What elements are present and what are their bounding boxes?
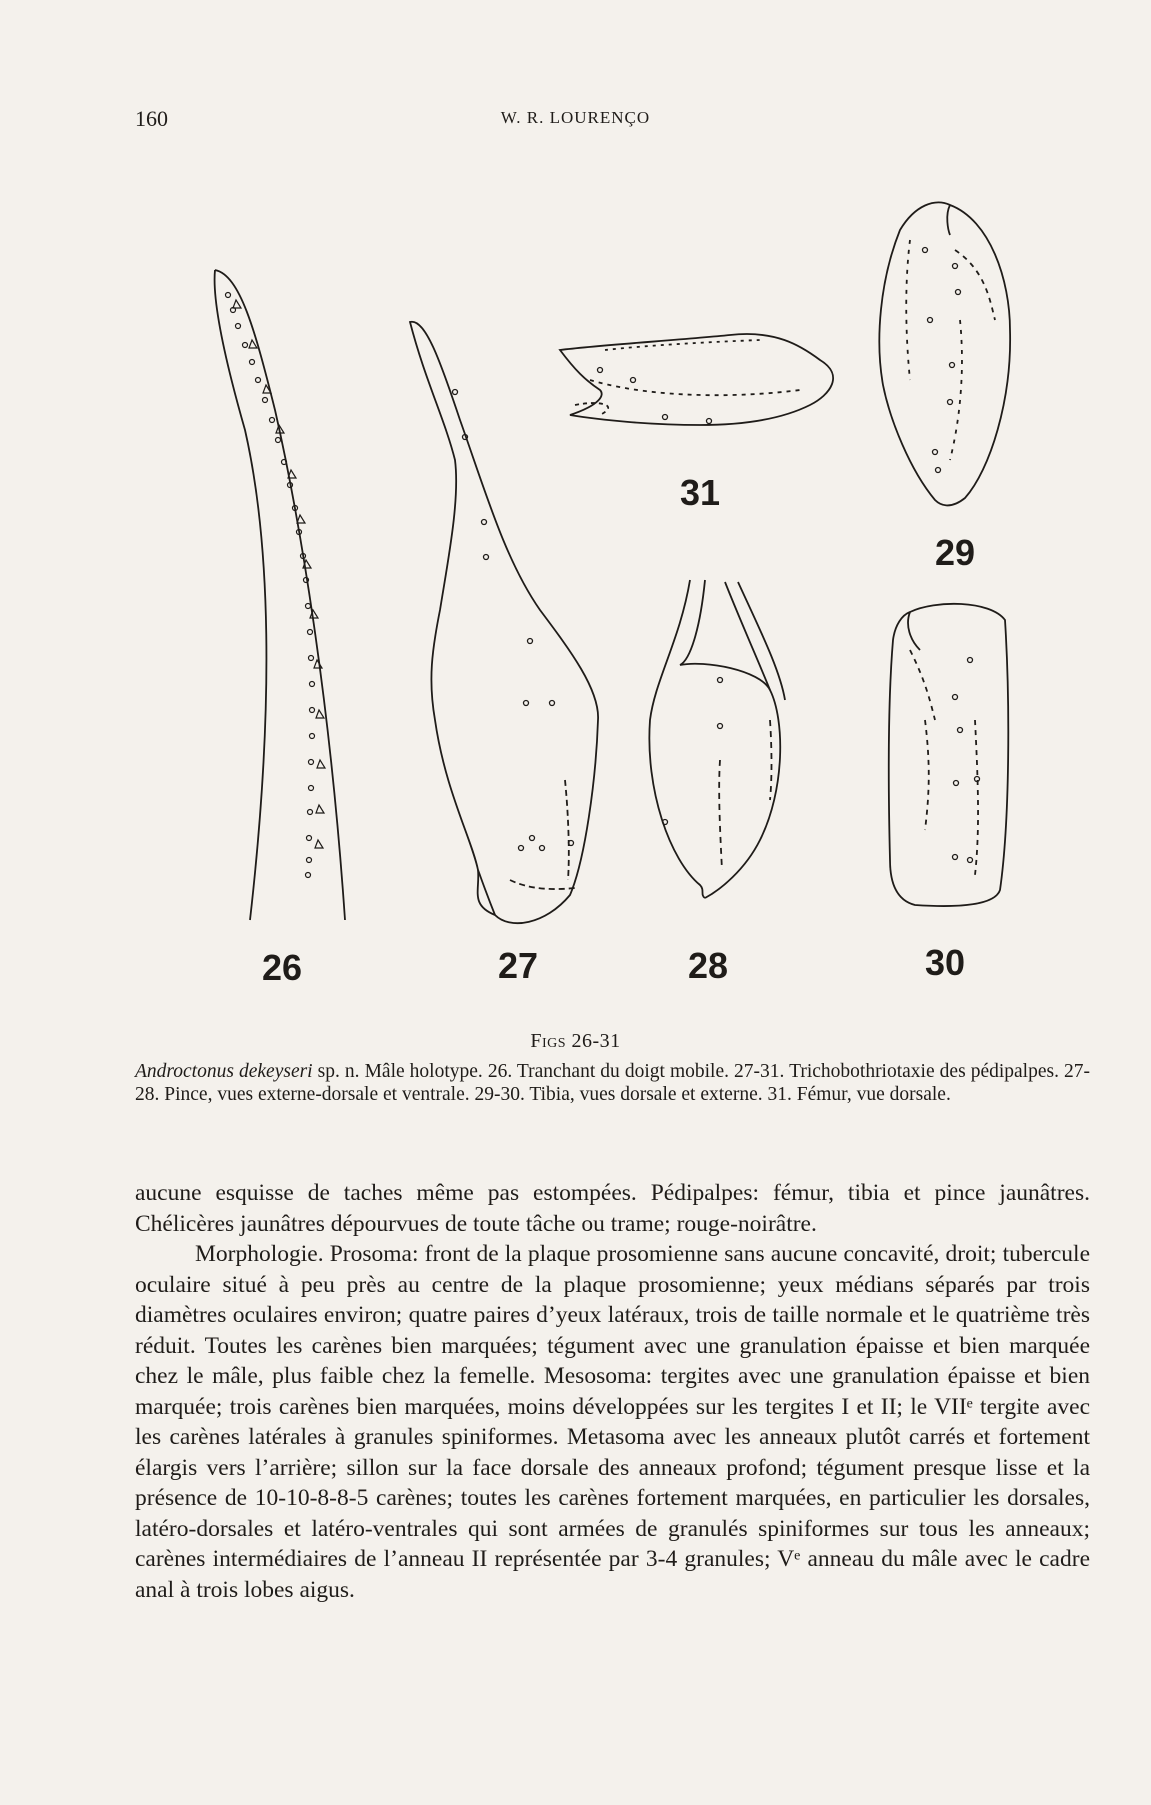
figure-26-label: 26 [261,947,303,988]
figure-caption [135,1060,1090,1106]
figure-26-finger-drawing [215,270,345,920]
figure-27-label: 27 [497,945,539,986]
caption-species-name: Androctonus dekeyseri [135,1061,313,1082]
running-head-author: W. R. LOURENÇO [500,108,651,127]
figure-29-tibia-drawing [879,202,1010,505]
figure-30-label: 30 [924,942,966,983]
figure-30-tibia-drawing [889,604,1009,906]
figure-28-label: 28 [687,945,729,986]
page-number: 160 [135,106,168,131]
figure-29-label: 29 [934,532,976,573]
figure-28-chela-drawing [649,580,785,898]
body-text [135,1178,1090,1605]
figure-31-label: 31 [679,472,721,513]
body-paragraph-1: aucune esquisse de taches même pas estompées. Pédipalpes: fémur, tibia et pince jaunâtres. Chélicères jaunâtres dépourvues de toute tâche ou trame; rouge-noirâtre. [135,1180,1090,1237]
body-paragraph-2: Morphologie. Prosoma: front de la plaque prosomienne sans aucune concavité, droit; tubercule oculaire situé à peu près au centre de la plaque prosomienne; yeux médians séparés par trois diamètres oculaires environ; quatre paires d’yeux latéraux, trois de taille normale et le quatrième très réduit. Toutes les carènes bien marquées; tégument avec une granulation épaisse et bien marquée chez le mâle, plus faible chez la femelle. Mesosoma: tergites avec une granulation épaisse et bien marquée; trois carènes bien marquées, moins développées sur les tergites I et II; le VIIᵉ tergite avec les carènes latérales à granules spiniformes. Metasoma avec les anneaux plutôt carrés et fortement élargis vers l’arrière; sillon sur la face dorsale des anneaux profond; tégument presque lisse et la présence de 10-10-8-8-5 carènes; toutes les carènes fortement marquées, en particulier les dorsales, latéro-dorsales et latéro-ventrales qui sont armées de granulés spiniformes sur tous les anneaux; carènes intermédiaires de l’anneau II représentée par 3-4 granules; Vᵉ anneau du mâle avec le cadre anal à trois lobes aigus. [135,1241,1090,1603]
figure-caption-title: Figs 26-31 [530,1030,621,1052]
figure-27-chela-drawing [410,322,598,923]
figure-31-femur-drawing [560,334,833,425]
caption-description: sp. n. Mâle holotype. 26. Tranchant du doigt mobile. 27-31. Trichobothriotaxie des pédipalpes. 27-28. Pince, vues externe-dorsale et ventrale. 29-30. Tibia, vues dorsale et externe. 31. Fémur, vue dorsale. [135,1061,1090,1105]
